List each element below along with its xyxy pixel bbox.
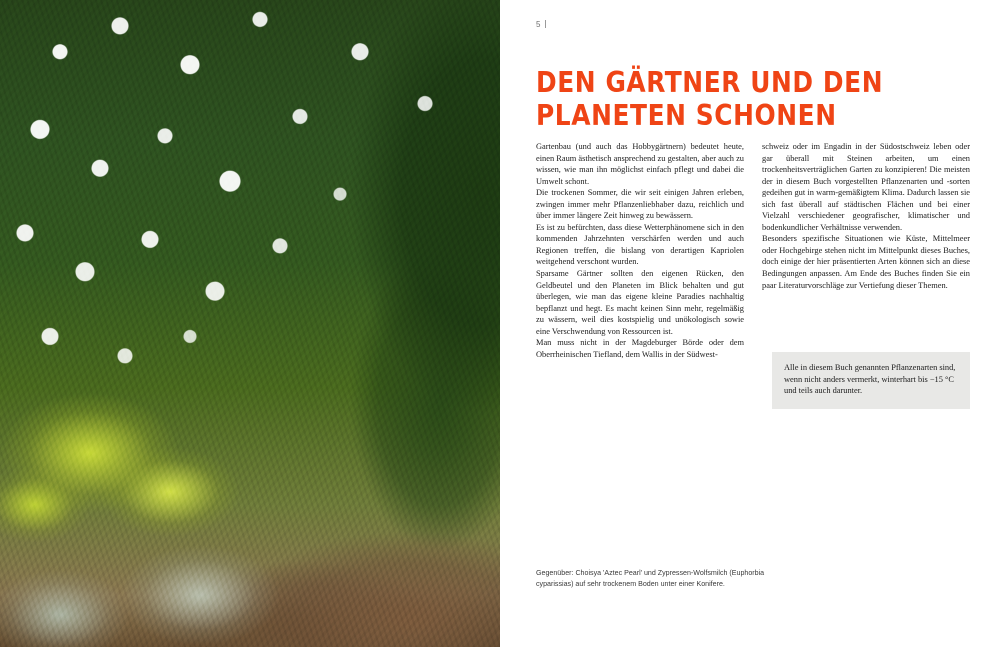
- photo-caption-line-1: Gegenüber: Choisya 'Aztec Pearl' und Zypressen-Wolfsmilch (Euphorbia: [536, 569, 765, 577]
- page-title-line-1: DEN GÄRTNER UND DEN: [536, 66, 884, 100]
- page-title-line-2: PLANETEN SCHONEN: [536, 99, 837, 133]
- paragraph: Besonders spezifische Situationen wie Küste, Mittelmeer oder Hochgebirge stehen nicht im Mittelpunkt dieses Buches, doch einige der hier präsentierten Arten können sich an diese Bedingungen anpassen. Am Ende des Buches finden Sie ein paar Literaturvorschläge zur Vertiefung dieser Themen.: [762, 234, 970, 290]
- paragraph: schweiz oder im Engadin in der Südostschweiz leben oder gar überall mit Steinen arbeiten, um einen trockenheitsverträglichen Garten zu konzipieren! Die meisten der in diesem Buch vorgestellten Pflanzenarten und -sorten gedeihen gut in warm-gemäßigtem Klima. Dadurch lassen sie sich fast überall auf städtischen Flächen und bei einer Vielzahl verschiedener geografischer, klimatischer und bodenkundlicher Verhältnisse verwenden.: [762, 142, 970, 232]
- page-number-value: 5: [536, 20, 541, 29]
- paragraph: Gartenbau (und auch das Hobbygärtnern) bedeutet heute, einen Raum ästhetisch ansprechend zu gestalten, aber auch zu wissen, wie man ihn möglichst einfach pflegt und dabei die Umwelt schont.: [536, 142, 744, 186]
- photo-caption-line-2: cyparissias) auf sehr trockenem Boden unter einer Konifere.: [536, 580, 725, 588]
- page-number-rule: [545, 20, 546, 28]
- page-number: [536, 20, 546, 29]
- body-column-left: [536, 141, 744, 360]
- photo-caption: [536, 568, 766, 590]
- right-page-text: [500, 0, 1000, 647]
- info-note-box: [772, 352, 970, 409]
- body-column-right: [762, 141, 970, 360]
- page-title: [536, 66, 953, 132]
- paragraph: Die trockenen Sommer, die wir seit einigen Jahren erleben, zwingen immer mehr Pflanzenliebhaber dazu, reichlich und über immer längere Zeit hinweg zu bewässern.: [536, 188, 744, 221]
- paragraph: Es ist zu befürchten, dass diese Wetterphänomene sich in den kommenden Jahrzehnten verschärfen werden und auch Regionen treffen, die bislang von derartigen Kapriolen weitgehend verschont wurden.: [536, 222, 744, 267]
- paragraph: Sparsame Gärtner sollten den eigenen Rücken, den Geldbeutel und den Planeten im Blick behalten und gut überlegen, wie man das eigene kleine Paradies nachhaltig bepflanzt und hegt. Es macht keinen Sinn mehr, regelmäßig zu wässern, weil dies kostspielig und unökologisch sowie eine Verschwendung von Ressourcen ist.: [536, 269, 744, 336]
- body-columns: [536, 141, 970, 360]
- paragraph: Man muss nicht in der Magdeburger Börde oder dem Oberrheinischen Tiefland, dem Wallis in der Südwest-: [536, 338, 744, 359]
- info-note-text: Alle in diesem Buch genannten Pflanzenarten sind, wenn nicht anders vermerkt, winterhart bis −15 °C und teils auch darunter.: [784, 363, 956, 396]
